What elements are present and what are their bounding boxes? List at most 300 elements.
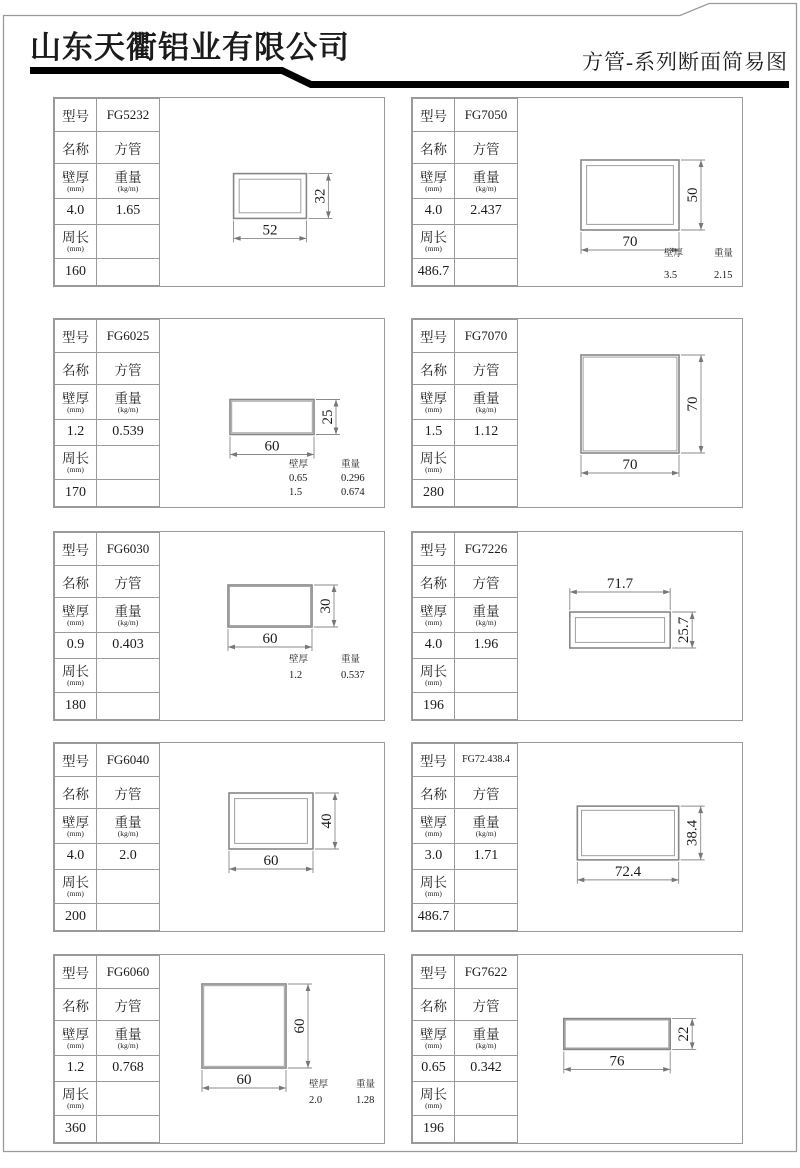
name-label: 名称 (413, 352, 455, 385)
wall-unit: (mm) (67, 617, 84, 627)
name-label: 名称 (413, 131, 455, 164)
name-value: 方管 (97, 565, 160, 598)
wall-header-text: 壁厚 (62, 603, 89, 619)
table-row (413, 259, 518, 286)
table-row (413, 446, 518, 480)
table-row (55, 776, 160, 809)
table-row (413, 533, 518, 566)
height-dim-label: 50 (685, 187, 701, 203)
empty-cell (455, 904, 518, 931)
tube-outer-rect (581, 355, 679, 453)
wall-header (413, 1021, 455, 1055)
perimeter-value: 196 (413, 693, 455, 720)
tube-inner-rect (239, 179, 301, 213)
weight-header-text: 重量 (114, 390, 142, 406)
empty-cell (97, 1116, 160, 1143)
perimeter-header (413, 225, 455, 259)
table-row (413, 1116, 518, 1143)
name-label: 名称 (55, 988, 97, 1021)
wall-header-text: 壁厚 (420, 169, 447, 185)
perimeter-unit: (mm) (67, 244, 84, 254)
model-value: FG6030 (97, 533, 160, 566)
width-dim-label: 70 (622, 234, 638, 250)
weight-unit: (kg/m) (475, 1040, 497, 1050)
perimeter-header (55, 225, 97, 259)
table-row (413, 693, 518, 720)
dim-arrow (202, 1086, 209, 1091)
height-dim-label: 70 (685, 396, 701, 412)
table-row (413, 843, 518, 869)
perimeter-header-text: 周长 (62, 875, 89, 891)
wall-value: 4.0 (55, 843, 97, 869)
perimeter-value: 200 (55, 904, 97, 931)
cross-section-svg (516, 743, 743, 931)
empty-cell (97, 1082, 160, 1116)
cross-section-drawing (158, 319, 385, 507)
wall-header (413, 598, 455, 632)
wall-value: 0.65 (413, 1055, 455, 1081)
profile-cell (411, 97, 743, 287)
annotation-weight-value: 0.674 (341, 487, 365, 498)
wall-header-text: 壁厚 (420, 603, 447, 619)
model-value: FG72.438.4 (455, 744, 518, 777)
dim-arrow (228, 645, 235, 650)
table-row (55, 659, 160, 693)
table-row (55, 164, 160, 198)
cross-section-drawing (158, 743, 385, 931)
width-dim-label: 60 (262, 631, 278, 647)
perimeter-header (413, 659, 455, 693)
dim-arrow (333, 842, 338, 849)
annotation-weight-value: 2.15 (714, 270, 733, 281)
table-row (413, 598, 518, 632)
empty-cell (455, 870, 518, 904)
table-row (55, 988, 160, 1021)
empty-cell (455, 659, 518, 693)
dim-arrow (570, 590, 577, 595)
width-dim-label: 52 (262, 222, 278, 239)
tube-outer-rect (230, 400, 314, 435)
dim-arrow (581, 248, 588, 253)
perimeter-header-text: 周长 (420, 875, 447, 891)
perimeter-header (413, 1082, 455, 1116)
model-label: 型号 (55, 533, 97, 566)
table-row (413, 1055, 518, 1081)
table-row (55, 565, 160, 598)
dim-arrow (663, 1067, 670, 1072)
empty-cell (455, 1082, 518, 1116)
dim-arrow (305, 645, 312, 650)
dim-arrow (690, 1019, 695, 1026)
weight-header-text: 重量 (472, 814, 500, 830)
dim-arrow (306, 984, 311, 991)
profile-cell (53, 531, 385, 721)
cross-section-drawing (158, 532, 385, 720)
height-dim-label: 30 (318, 598, 334, 614)
tube-inner-rect (575, 618, 664, 643)
table-row (55, 1082, 160, 1116)
weight-unit: (kg/m) (475, 404, 497, 414)
name-label: 名称 (55, 776, 97, 809)
spec-table (412, 319, 518, 507)
tube-outer-rect (577, 806, 678, 860)
table-row (413, 904, 518, 931)
table-row (413, 320, 518, 353)
dim-arrow (672, 877, 679, 882)
table-row (413, 988, 518, 1021)
perimeter-header-text: 周长 (420, 664, 447, 680)
wall-unit: (mm) (425, 404, 442, 414)
wall-unit: (mm) (425, 828, 442, 838)
tube-inner-rect (235, 799, 308, 844)
annotation-weight-header: 重量 (714, 249, 734, 259)
empty-cell (97, 480, 160, 507)
annotation-wall-value: 2.0 (309, 1095, 323, 1106)
weight-value: 2.0 (97, 843, 160, 869)
weight-unit: (kg/m) (117, 183, 139, 193)
wall-header (55, 1021, 97, 1055)
dim-arrow (690, 1042, 695, 1049)
spec-table (412, 743, 518, 931)
annotation-weight-header: 重量 (356, 1080, 376, 1090)
table-row (413, 956, 518, 989)
model-label: 型号 (413, 533, 455, 566)
tube-outer-rect (202, 984, 286, 1068)
cross-section-svg (158, 98, 385, 286)
weight-header (455, 164, 518, 198)
weight-header-text: 重量 (472, 1026, 500, 1042)
wall-header-text: 壁厚 (62, 390, 89, 406)
table-row (55, 533, 160, 566)
perimeter-value: 486.7 (413, 904, 455, 931)
dim-arrow (698, 853, 703, 860)
table-row (413, 659, 518, 693)
weight-header-text: 重量 (472, 390, 500, 406)
annotation-wall-header: 壁厚 (289, 460, 309, 470)
model-value: FG5232 (97, 99, 160, 132)
weight-unit: (kg/m) (117, 617, 139, 627)
model-label: 型号 (55, 744, 97, 777)
perimeter-unit: (mm) (67, 678, 84, 688)
dim-arrow (663, 590, 670, 595)
empty-cell (455, 1116, 518, 1143)
weight-header-text: 重量 (114, 169, 142, 185)
empty-cell (455, 225, 518, 259)
dim-arrow (699, 223, 704, 230)
cross-section-svg (158, 319, 385, 507)
tube-outer-rect (564, 1019, 670, 1050)
model-label: 型号 (55, 320, 97, 353)
weight-value: 1.96 (455, 632, 518, 658)
wall-value: 0.9 (55, 632, 97, 658)
wall-header (55, 598, 97, 632)
dim-arrow (279, 1086, 286, 1091)
name-value: 方管 (97, 988, 160, 1021)
dim-arrow (333, 793, 338, 800)
dim-arrow (334, 428, 339, 435)
annotation-wall-value: 1.5 (289, 487, 303, 498)
perimeter-header (413, 870, 455, 904)
table-row (413, 419, 518, 445)
profile-cell (53, 318, 385, 508)
weight-value: 1.12 (455, 419, 518, 445)
perimeter-value: 170 (55, 480, 97, 507)
wall-header-text: 壁厚 (420, 1026, 447, 1042)
cross-section-svg (158, 743, 385, 931)
weight-header (455, 1021, 518, 1055)
wall-unit: (mm) (425, 183, 442, 193)
perimeter-header-text: 周长 (62, 664, 89, 680)
tube-inner-rect (204, 986, 285, 1067)
wall-unit: (mm) (425, 617, 442, 627)
model-label: 型号 (413, 956, 455, 989)
weight-header (97, 1021, 160, 1055)
annotation-weight-value: 1.28 (356, 1095, 375, 1106)
dim-arrow (698, 806, 703, 813)
profile-cell (411, 318, 743, 508)
empty-cell (97, 259, 160, 286)
table-row (413, 870, 518, 904)
perimeter-unit: (mm) (425, 465, 442, 475)
empty-cell (97, 446, 160, 480)
wall-unit: (mm) (67, 1040, 84, 1050)
tube-outer-rect (229, 793, 313, 849)
dim-arrow (326, 211, 331, 218)
wall-value: 4.0 (413, 198, 455, 224)
dim-arrow (234, 236, 241, 241)
wall-header-text: 壁厚 (62, 169, 89, 185)
perimeter-header-text: 周长 (420, 230, 447, 246)
name-label: 名称 (55, 565, 97, 598)
weight-unit: (kg/m) (117, 828, 139, 838)
model-label: 型号 (55, 956, 97, 989)
perimeter-unit: (mm) (67, 465, 84, 475)
cross-section-drawing (516, 319, 743, 507)
model-value: FG7226 (455, 533, 518, 566)
profile-cell (53, 954, 385, 1144)
spec-table (54, 98, 160, 286)
perimeter-header (55, 659, 97, 693)
wall-value: 3.0 (413, 843, 455, 869)
weight-value: 0.539 (97, 419, 160, 445)
weight-value: 0.768 (97, 1055, 160, 1081)
table-row (413, 1021, 518, 1055)
model-label: 型号 (55, 99, 97, 132)
spec-table (54, 532, 160, 720)
name-value: 方管 (455, 131, 518, 164)
cross-section-svg (158, 955, 385, 1143)
name-value: 方管 (455, 776, 518, 809)
wall-unit: (mm) (425, 1040, 442, 1050)
dim-arrow (306, 1061, 311, 1068)
spec-table (54, 955, 160, 1143)
width-dim-label: 60 (263, 853, 279, 869)
name-value: 方管 (97, 776, 160, 809)
dim-arrow (699, 160, 704, 167)
weight-unit: (kg/m) (475, 617, 497, 627)
dim-arrow (577, 877, 584, 882)
empty-cell (97, 225, 160, 259)
wall-value: 4.0 (413, 632, 455, 658)
empty-cell (97, 870, 160, 904)
wall-header (55, 809, 97, 843)
table-row (413, 809, 518, 843)
width-dim-label: 71.7 (606, 576, 634, 593)
dim-arrow (326, 174, 331, 181)
perimeter-unit: (mm) (425, 678, 442, 688)
weight-header (97, 809, 160, 843)
cross-section-drawing (516, 743, 743, 931)
table-row (55, 225, 160, 259)
weight-value: 0.342 (455, 1055, 518, 1081)
table-row (55, 352, 160, 385)
weight-header (455, 809, 518, 843)
cross-section-svg (516, 319, 743, 507)
width-dim-label: 72.4 (614, 863, 642, 880)
wall-value: 1.2 (55, 419, 97, 445)
tube-inner-rect (232, 401, 313, 433)
annotation-wall-value: 3.5 (664, 270, 678, 281)
weight-header (97, 385, 160, 419)
weight-value: 0.403 (97, 632, 160, 658)
weight-header (455, 385, 518, 419)
table-row (413, 131, 518, 164)
empty-cell (455, 480, 518, 507)
perimeter-header (55, 1082, 97, 1116)
table-row (413, 565, 518, 598)
cross-section-svg (516, 955, 743, 1143)
table-row (55, 904, 160, 931)
annotation-wall-value: 0.65 (289, 473, 308, 484)
cross-section-drawing (516, 955, 743, 1143)
height-dim-label: 60 (292, 1018, 308, 1034)
weight-unit: (kg/m) (475, 828, 497, 838)
perimeter-header (413, 446, 455, 480)
table-row (55, 809, 160, 843)
perimeter-unit: (mm) (425, 244, 442, 254)
width-dim-label: 76 (609, 1053, 625, 1070)
table-row (55, 480, 160, 507)
perimeter-header (55, 870, 97, 904)
perimeter-value: 280 (413, 480, 455, 507)
weight-unit: (kg/m) (475, 183, 497, 193)
wall-header (413, 164, 455, 198)
wall-value: 1.5 (413, 419, 455, 445)
dim-arrow (307, 452, 314, 457)
annotation-weight-header: 重量 (341, 655, 361, 665)
table-row (55, 744, 160, 777)
empty-cell (455, 259, 518, 286)
perimeter-unit: (mm) (425, 889, 442, 899)
cross-section-svg (516, 98, 743, 286)
weight-header (97, 598, 160, 632)
name-label: 名称 (413, 776, 455, 809)
perimeter-header-text: 周长 (420, 451, 447, 467)
height-dim-label: 32 (312, 188, 329, 204)
perimeter-value: 486.7 (413, 259, 455, 286)
perimeter-value: 160 (55, 259, 97, 286)
table-row (55, 1116, 160, 1143)
empty-cell (97, 904, 160, 931)
height-dim-label: 25.7 (676, 616, 693, 644)
perimeter-value: 360 (55, 1116, 97, 1143)
table-row (413, 225, 518, 259)
cross-section-drawing (516, 532, 743, 720)
weight-header-text: 重量 (472, 169, 500, 185)
name-label: 名称 (413, 565, 455, 598)
profile-cell (411, 531, 743, 721)
table-row (413, 198, 518, 224)
annotation-wall-header: 壁厚 (289, 655, 309, 665)
table-row (413, 1082, 518, 1116)
width-dim-label: 70 (622, 457, 638, 473)
model-label: 型号 (413, 99, 455, 132)
cross-section-drawing (158, 98, 385, 286)
annotation-weight-value: 0.296 (341, 473, 365, 484)
table-row (413, 776, 518, 809)
profile-cell (411, 954, 743, 1144)
weight-unit: (kg/m) (117, 404, 139, 414)
weight-header-text: 重量 (114, 814, 142, 830)
annotation-wall-header: 壁厚 (309, 1080, 329, 1090)
table-row (413, 632, 518, 658)
table-row (55, 956, 160, 989)
weight-header-text: 重量 (472, 603, 500, 619)
wall-unit: (mm) (67, 828, 84, 838)
dim-arrow (699, 355, 704, 362)
perimeter-unit: (mm) (67, 1101, 84, 1111)
height-dim-label: 38.4 (684, 819, 701, 847)
perimeter-value: 180 (55, 693, 97, 720)
wall-header (413, 809, 455, 843)
perimeter-header-text: 周长 (62, 1087, 89, 1103)
weight-value: 2.437 (455, 198, 518, 224)
spec-table (412, 532, 518, 720)
weight-header (455, 598, 518, 632)
table-row (55, 1021, 160, 1055)
spec-table (412, 98, 518, 286)
dim-arrow (230, 452, 237, 457)
perimeter-header-text: 周长 (420, 1087, 447, 1103)
name-label: 名称 (413, 988, 455, 1021)
wall-header-text: 壁厚 (62, 814, 89, 830)
table-row (55, 843, 160, 869)
wall-value: 1.2 (55, 1055, 97, 1081)
wall-header (413, 385, 455, 419)
table-row (413, 480, 518, 507)
dim-arrow (332, 620, 337, 627)
weight-value: 1.71 (455, 843, 518, 869)
model-value: FG6060 (97, 956, 160, 989)
table-row (413, 99, 518, 132)
name-value: 方管 (97, 352, 160, 385)
width-dim-label: 60 (264, 438, 280, 455)
perimeter-unit: (mm) (425, 1101, 442, 1111)
wall-unit: (mm) (67, 404, 84, 414)
table-row (55, 419, 160, 445)
dim-arrow (334, 400, 339, 407)
height-dim-label: 40 (319, 813, 335, 829)
perimeter-header (55, 446, 97, 480)
tube-inner-rect (583, 357, 677, 451)
table-row (55, 632, 160, 658)
annotation-wall-value: 1.2 (289, 670, 303, 681)
table-row (55, 446, 160, 480)
profile-cell (53, 97, 385, 287)
name-value: 方管 (455, 988, 518, 1021)
weight-unit: (kg/m) (117, 1040, 139, 1050)
name-value: 方管 (455, 565, 518, 598)
